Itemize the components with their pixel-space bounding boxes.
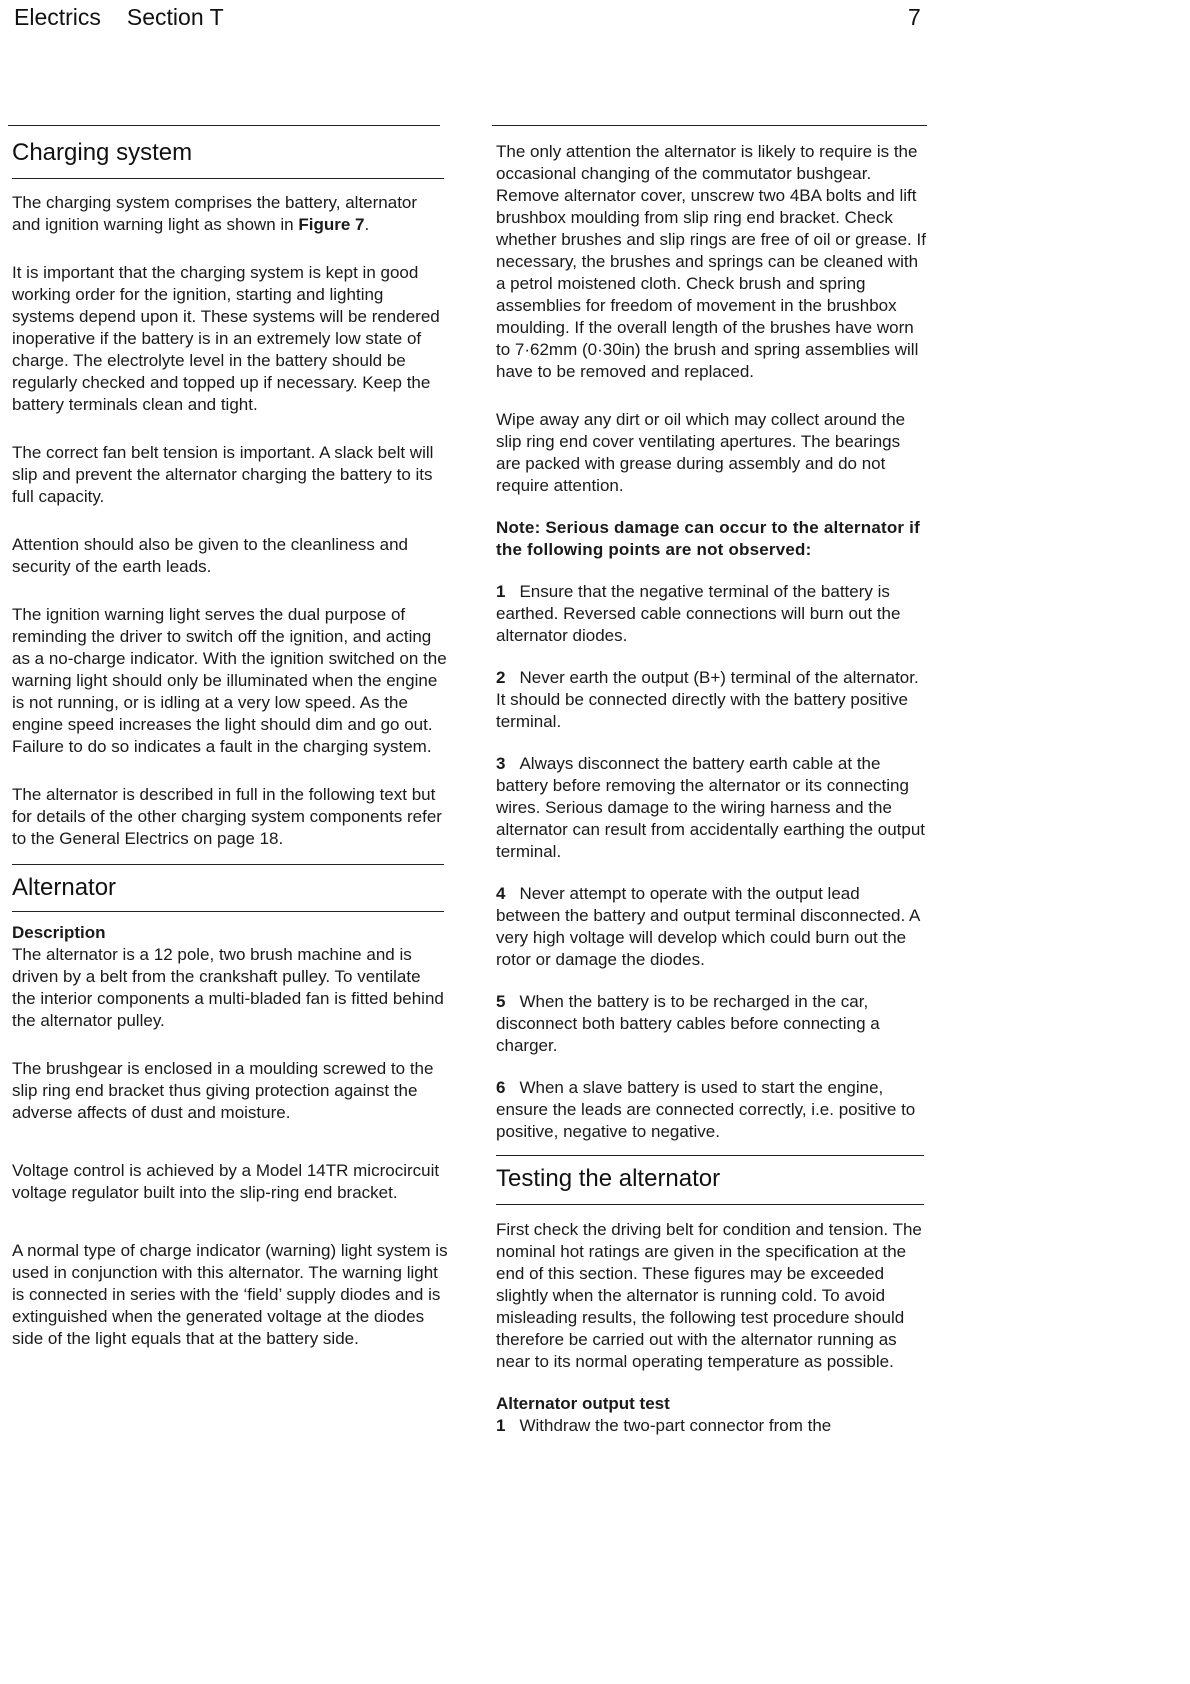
section-title: Section T xyxy=(126,4,224,30)
numbered-item: 5 When the battery is to be recharged in the car, disconnect both battery cables before connecting a charger. xyxy=(496,992,880,1055)
numbered-item: 1 Withdraw the two-part connector from the xyxy=(496,1416,832,1435)
paragraph: A normal type of charge indicator (warning) light system is used in conjunction with this alternator. The warning light is connected in series with the ‘field’ supply diodes and is extinguished when the generated voltage at the diodes side of the light equals that at the battery side. xyxy=(12,1241,448,1348)
running-header xyxy=(14,2,224,32)
paragraph: The brushgear is enclosed in a moulding screwed to the slip ring end bracket thus giving protection against the adverse affects of dust and moisture. xyxy=(12,1059,434,1122)
description-subheading: Description xyxy=(12,923,106,942)
testing-alternator-heading: Testing the alternator xyxy=(496,1165,721,1192)
alternator-heading: Alternator xyxy=(12,874,117,901)
paragraph: Wipe away any dirt or oil which may collect around the slip ring end cover ventilating apertures. The bearings are packed with grease during assembly and do not require attention. xyxy=(496,410,906,495)
figure-reference: Figure 7 xyxy=(298,215,365,234)
paragraph: The ignition warning light serves the dual purpose of reminding the driver to switch off the ignition, and acting as a no-charge indicator. With the ignition switched on the warning light should only be illuminated when the engine is not running, or is idling at a very low speed. As the engine speed increases the light should dim and go out. Failure to do so indicates a fault in the charging system. xyxy=(12,605,447,756)
paragraph: The alternator is described in full in the following text but for details of the other charging system components refer to the General Electrics on page 18. xyxy=(12,785,442,848)
paragraph: The charging system comprises the battery, alternator and ignition warning light as shown in Figure 7. xyxy=(12,193,418,234)
right-column xyxy=(492,125,927,1437)
chapter-title: Electrics xyxy=(14,4,101,30)
numbered-item: 3 Always disconnect the battery earth cable at the battery before removing the alternator or its connecting wires. Serious damage to the wiring harness and the alternator can result from accidentally earthing the output terminal. xyxy=(496,754,926,861)
numbered-item: 1 Ensure that the negative terminal of the battery is earthed. Reversed cable connections will burn out the alternator diodes. xyxy=(496,582,901,645)
output-test-subheading: Alternator output test xyxy=(496,1394,670,1413)
paragraph: Attention should also be given to the cleanliness and security of the earth leads. xyxy=(12,535,408,576)
page-number: 7 xyxy=(908,4,921,30)
numbered-item: 4 Never attempt to operate with the output lead between the battery and output terminal disconnected. A very high voltage will develop which could burn out the rotor or damage the diodes. xyxy=(496,884,920,969)
paragraph: First check the driving belt for condition and tension. The nominal hot ratings are given in the specification at the end of this section. These figures may be exceeded slightly when the alternator is running cold. To avoid misleading results, the following test procedure should therefore be carried out with the alternator running as near to its normal operating temperature as possible. xyxy=(496,1220,922,1371)
paragraph: The only attention the alternator is likely to require is the occasional changing of the commutator bushgear. Remove alternator cover, unscrew two 4BA bolts and lift brushbox moulding from slip ring end bracket. Check whether brushes and slip rings are free of oil or grease. If necessary, the brushes and springs can be cleaned with a petrol moistened cloth. Check brush and spring assemblies for freedom of movement in the brushbox moulding. If the overall length of the brushes have worn to 7·62mm (0·30in) the brush and spring assemblies will have to be removed and replaced. xyxy=(496,142,926,381)
paragraph: It is important that the charging system is kept in good working order for the ignition, starting and lighting systems depend upon it. These systems will be rendered inoperative if the battery is in an extremely low state of charge. The electrolyte level in the battery should be regularly checked and topped up if necessary. Keep the battery terminals clean and tight. xyxy=(12,263,440,414)
paragraph: The correct fan belt tension is important. A slack belt will slip and prevent the alternator charging the battery to its full capacity. xyxy=(12,443,434,506)
warning-note: Note: Serious damage can occur to the alternator if the following points are not observed: xyxy=(496,518,920,559)
numbered-item: 2 Never earth the output (B+) terminal of the alternator. It should be connected directly with the battery positive terminal. xyxy=(496,668,919,731)
numbered-item: 6 When a slave battery is used to start the engine, ensure the leads are connected correctly, i.e. positive to positive, negative to negative. xyxy=(496,1078,916,1141)
charging-system-heading: Charging system xyxy=(12,139,193,166)
paragraph: Voltage control is achieved by a Model 14TR microcircuit voltage regulator built into the slip-ring end bracket. xyxy=(12,1161,440,1202)
left-column xyxy=(8,125,448,1350)
paragraph: The alternator is a 12 pole, two brush machine and is driven by a belt from the crankshaft pulley. To ventilate the interior components a multi-bladed fan is fitted behind the alternator pulley. xyxy=(12,945,444,1030)
